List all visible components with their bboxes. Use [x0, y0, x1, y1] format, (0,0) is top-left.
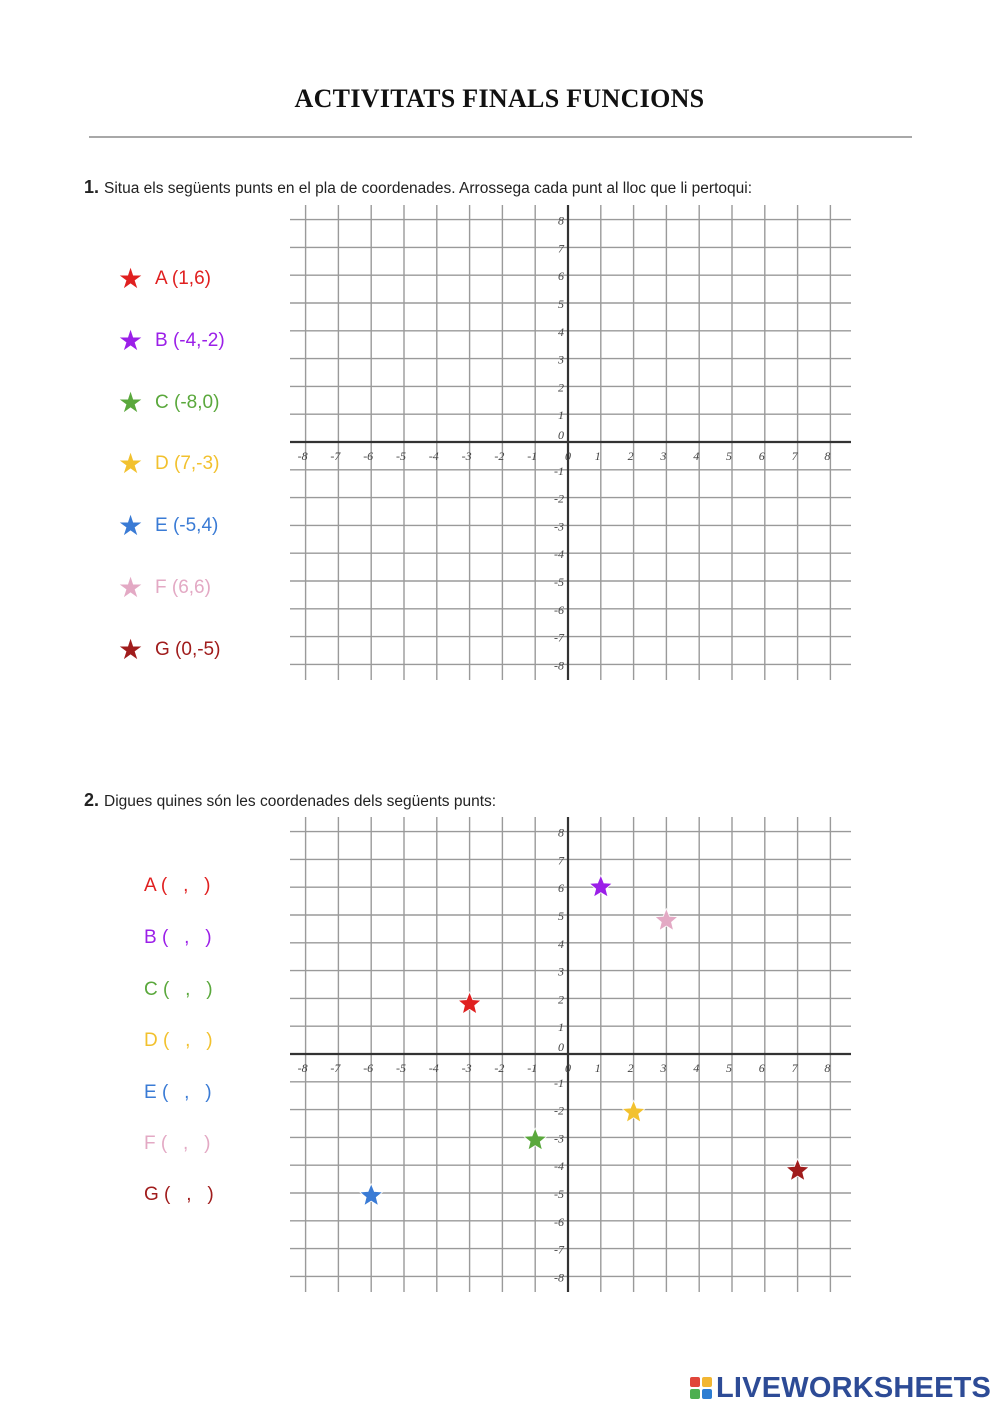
- x-tick-label: 8: [824, 1061, 831, 1075]
- y-tick-label: -5: [554, 1187, 564, 1201]
- liveworksheets-logo: [690, 1372, 991, 1404]
- title-divider: [89, 136, 912, 138]
- x-tick-label: -6: [363, 449, 374, 463]
- x-tick-label: 4: [693, 449, 700, 463]
- y-tick-label: 6: [558, 269, 564, 284]
- origin-label: 0: [558, 428, 564, 442]
- y-tick-label: -7: [554, 1242, 564, 1257]
- origin-label: 0: [558, 1040, 564, 1054]
- star-icon: ★: [118, 572, 144, 603]
- y-tick-label: -6: [554, 602, 564, 617]
- y-tick-label: -4: [554, 1159, 564, 1174]
- logo-square: [702, 1389, 712, 1399]
- logo-mark-icon: [690, 1377, 712, 1399]
- y-tick-label: 2: [558, 992, 564, 1007]
- answer-field-c[interactable]: C ( , ): [144, 979, 213, 1000]
- x-tick-label: -2: [494, 1061, 505, 1075]
- star-icon: ★: [118, 510, 144, 541]
- y-tick-label: -2: [554, 1103, 564, 1118]
- page-title: ACTIVITATS FINALS FUNCIONS: [294, 84, 705, 113]
- star-icon: ★: [118, 448, 144, 479]
- x-tick-label: -4: [428, 449, 439, 463]
- y-tick-label: 3: [558, 352, 564, 367]
- x-tick-label: 8: [824, 449, 831, 463]
- x-tick-label: 6: [758, 449, 765, 463]
- question-2-number: 2.: [84, 790, 100, 810]
- x-tick-label: -5: [396, 449, 406, 463]
- coordinate-plane-1[interactable]: [290, 205, 851, 680]
- x-tick-label: -1: [527, 1061, 538, 1075]
- y-tick-label: 5: [558, 909, 564, 923]
- y-tick-label: 1: [558, 408, 564, 423]
- y-tick-label: -6: [554, 1214, 564, 1229]
- point-label: F (6,6): [155, 577, 211, 598]
- x-tick-label: 0: [565, 449, 571, 463]
- point-label: E (-5,4): [155, 515, 219, 536]
- y-tick-label: 8: [558, 825, 564, 840]
- star-icon: ★: [118, 634, 144, 665]
- x-tick-label: -8: [297, 449, 308, 463]
- x-tick-label: 3: [660, 449, 667, 463]
- answer-field-b[interactable]: B ( , ): [144, 927, 212, 948]
- x-tick-label: -6: [363, 1061, 374, 1075]
- y-tick-label: -3: [554, 519, 564, 534]
- draggable-point-a[interactable]: [118, 264, 211, 294]
- draggable-point-f[interactable]: [118, 573, 211, 603]
- star-icon: ★: [118, 263, 144, 294]
- logo-text: LIVEWORKSHEETS: [716, 1371, 992, 1404]
- logo-square: [690, 1389, 700, 1399]
- x-tick-label: 3: [660, 1061, 667, 1075]
- y-tick-label: -5: [554, 575, 564, 589]
- y-tick-label: 7: [558, 853, 564, 868]
- x-tick-label: 5: [726, 1061, 732, 1075]
- point-label: G (0,-5): [155, 639, 221, 660]
- answer-field-g[interactable]: G ( , ): [144, 1184, 214, 1205]
- draggable-point-g[interactable]: [118, 635, 220, 665]
- y-tick-label: 6: [558, 881, 564, 896]
- answer-field-e[interactable]: E ( , ): [144, 1082, 212, 1103]
- x-tick-label: -3: [461, 449, 472, 463]
- point-label: C (-8,0): [155, 392, 220, 413]
- point-label: B (-4,-2): [155, 330, 225, 351]
- logo-square: [702, 1377, 712, 1387]
- draggable-point-b[interactable]: [118, 326, 225, 356]
- y-tick-label: 4: [558, 936, 564, 951]
- y-tick-label: -8: [554, 658, 564, 673]
- star-icon: ★: [118, 387, 144, 418]
- y-tick-label: 3: [558, 964, 564, 979]
- answer-field-d[interactable]: D ( , ): [144, 1030, 213, 1051]
- y-tick-label: -2: [554, 491, 564, 506]
- x-tick-label: -7: [330, 449, 341, 463]
- x-tick-label: -2: [494, 449, 505, 463]
- y-tick-label: 7: [558, 241, 564, 256]
- y-tick-label: 2: [558, 380, 564, 395]
- y-tick-label: -7: [554, 630, 564, 645]
- logo-square: [690, 1377, 700, 1387]
- question-1-text: Situa els següents punts en el pla de coordenades. Arrossega cada punt al lloc que li pertoqui:: [104, 180, 753, 197]
- x-tick-label: -5: [396, 1061, 406, 1075]
- x-tick-label: 1: [594, 1061, 601, 1075]
- x-tick-label: -8: [297, 1061, 308, 1075]
- point-label: A (1,6): [155, 268, 211, 289]
- x-tick-label: 1: [594, 449, 601, 463]
- draggable-point-c[interactable]: [118, 388, 219, 418]
- x-tick-label: 6: [758, 1061, 765, 1075]
- x-tick-label: 7: [791, 449, 798, 463]
- y-tick-label: 1: [558, 1020, 564, 1035]
- x-tick-label: -1: [527, 449, 538, 463]
- question-2: [84, 790, 496, 811]
- y-tick-label: 4: [558, 324, 564, 339]
- question-1: [84, 177, 752, 198]
- y-tick-label: -8: [554, 1270, 564, 1285]
- x-tick-label: 7: [791, 1061, 798, 1075]
- x-tick-label: -4: [428, 1061, 439, 1075]
- y-tick-label: -4: [554, 547, 564, 562]
- y-tick-label: -1: [554, 463, 564, 478]
- question-2-text: Digues quines són les coordenades dels següents punts:: [104, 793, 497, 810]
- x-tick-label: -3: [461, 1061, 472, 1075]
- answer-field-f[interactable]: F ( , ): [144, 1133, 211, 1154]
- answer-field-a[interactable]: A ( , ): [144, 875, 211, 896]
- x-tick-label: 5: [726, 449, 732, 463]
- star-icon: ★: [118, 325, 144, 356]
- x-tick-label: -7: [330, 1061, 341, 1075]
- draggable-point-d[interactable]: [118, 449, 219, 479]
- draggable-point-e[interactable]: [118, 511, 218, 541]
- y-tick-label: -1: [554, 1075, 564, 1090]
- point-label: D (7,-3): [155, 453, 220, 474]
- y-tick-label: 8: [558, 213, 564, 228]
- coordinate-plane-2: [290, 817, 851, 1292]
- y-tick-label: 5: [558, 297, 564, 311]
- x-tick-label: 2: [627, 449, 634, 463]
- x-tick-label: 0: [565, 1061, 571, 1075]
- y-tick-label: -3: [554, 1131, 564, 1146]
- question-1-number: 1.: [84, 177, 100, 197]
- x-tick-label: 2: [627, 1061, 634, 1075]
- x-tick-label: 4: [693, 1061, 700, 1075]
